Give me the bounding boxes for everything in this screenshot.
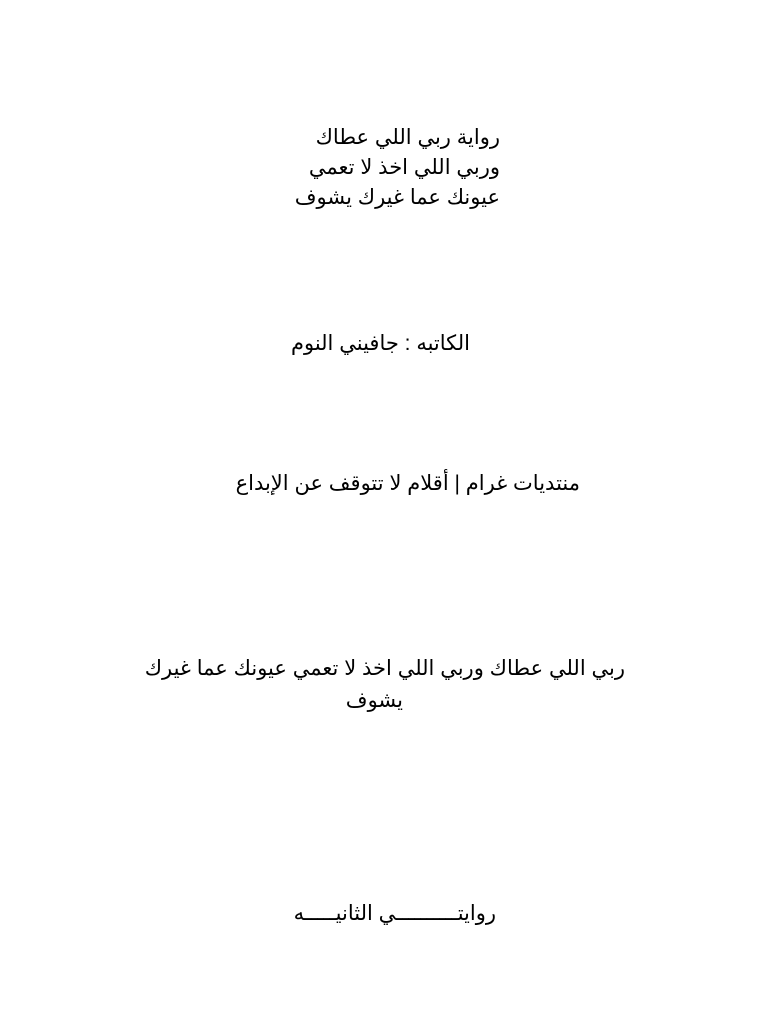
paragraph-line-1: ربي اللي عطاك وربي اللي اخذ لا تعمي عيونك عما غيرك xyxy=(144,657,625,680)
forum-line: منتديات غرام | أقلام لا تتوقف عن الإبداع xyxy=(235,472,580,495)
title-line-1: رواية ربي اللي عطاك xyxy=(315,126,500,149)
author-line: الكاتبه : جافيني النوم xyxy=(290,332,470,355)
title-line-2: وربي اللي اخذ لا تعمي xyxy=(308,156,500,179)
second-novel-line: روايتــــــــــي الثانيـــــه xyxy=(293,902,496,925)
title-line-3: عيونك عما غيرك يشوف xyxy=(294,186,500,209)
novel-title xyxy=(295,123,500,213)
title-paragraph xyxy=(135,653,625,717)
paragraph-line-2: يشوف xyxy=(345,689,403,712)
